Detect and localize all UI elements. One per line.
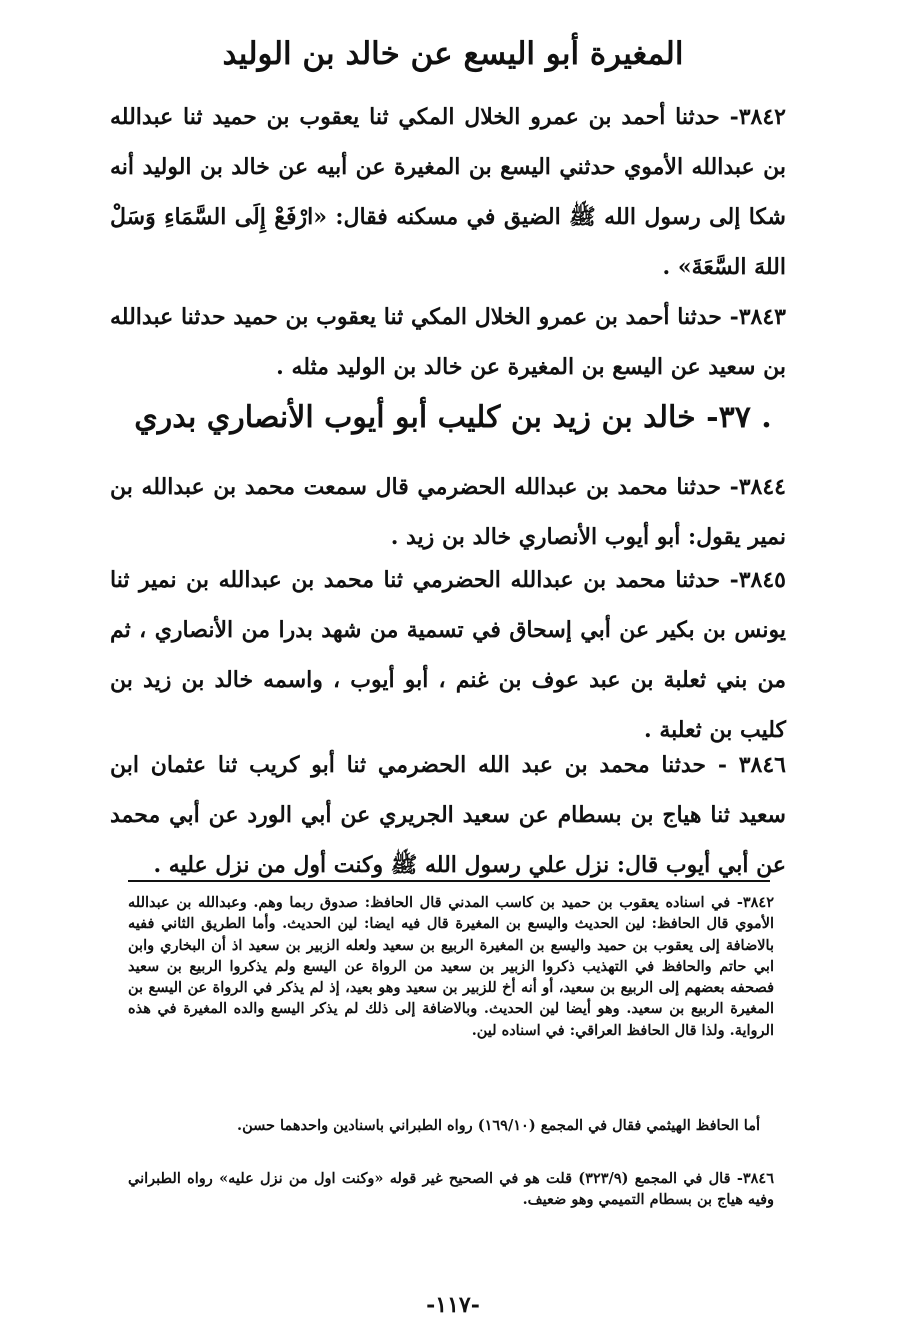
page-number: -١١٧- xyxy=(426,1292,480,1318)
hadith-3845: ٣٨٤٥- حدثنا محمد بن عبدالله الحضرمي ثنا محمد بن عبدالله بن نمير ثنا يونس بن بكير عن أبي إسحاق في تسمية من شهد بدرا من الأنصاري ، ثم من بني ثعلبة بن عبد عوف بن غنم ، أبو أيوب ، واسمه خالد بن زيد بن كليب بن ثعلبة . xyxy=(110,567,786,743)
footnote-3842: ٣٨٤٢- في اسناده يعقوب بن حميد بن كاسب المدني قال الحافظ: صدوق ربما وهم. وعبدالله بن عبدالله الأموي قال الحافظ: لين الحديث واليسع بن المغيرة قال فيه ايضا: لين الحديث. وأما الطريق الثاني ففيه بالاضافة إلى يعقوب بن حميد واليسع بن المغيرة الربيع بن سعيد ولعله الزبير بن سعيد اذ أن البخاري وابن ابي حاتم والحافظ في التهذيب ذكروا الزبير بن سعيد من الرواة عن اليسع ولم يذكروا الربيع بن سعيد فصحفه بعضهم إلى الربيع بن سعيد، أو أنه أخ للزبير بن سعيد وهو بعيد، إذ لم يذكر في الرواة عن اليسع بن المغيرة الربيع بن سعيد. وهو أيضا لين الحديث. وبالاضافة إلى ذلك لم يذكر اليسع والده المغيرة في هذه الرواية. ولذا قال الحافظ العراقي: في اسناده لين. xyxy=(128,894,774,1039)
hadith-3842: ٣٨٤٢- حدثنا أحمد بن عمرو الخلال المكي ثنا يعقوب بن حميد ثنا عبدالله بن عبدالله الأموي حدثني اليسع بن المغيرة عن أبيه عن خالد بن الوليد أنه شكا إلى رسول الله ﷺ الضيق في مسكنه فقال: «ارْفَعْ إِلَى السَّمَاءِ وَسَلْ اللهَ السَّعَةَ» . xyxy=(110,104,786,280)
section-heading: . ٣٧- خالد بن زيد بن كليب أبو أيوب الأنصاري بدري xyxy=(134,400,772,435)
hadith-3844: ٣٨٤٤- حدثنا محمد بن عبدالله الحضرمي قال سمعت محمد بن عبدالله بن نمير يقول: أبو أيوب الأنصاري خالد بن زيد . xyxy=(110,474,786,550)
footnote-3846: ٣٨٤٦- قال في المجمع (٣٢٣/٩) قلت هو في الصحيح غير قوله «وكنت اول من نزل عليه» رواه الطبراني وفيه هياج بن بسطام التميمي وهو ضعيف. xyxy=(128,1170,775,1209)
footnote-divider xyxy=(128,880,770,882)
hadith-3846: ٣٨٤٦ - حدثنا محمد بن عبد الله الحضرمي ثنا أبو كريب ثنا عثمان ابن سعيد ثنا هياج بن بسطام عن سعيد الجريري عن أبي الورد عن أبي محمد عن أبي أيوب قال: نزل علي رسول الله ﷺ وكنت أول من نزل عليه . xyxy=(110,752,786,878)
hadith-3843: ٣٨٤٣- حدثنا أحمد بن عمرو الخلال المكي ثنا يعقوب بن حميد حدثنا عبدالله بن سعيد عن اليسع بن المغيرة عن خالد بن الوليد مثله . xyxy=(110,304,786,380)
footnote-haythami: أما الحافظ الهيثمي فقال في المجمع (١٦٩/١٠) رواه الطبراني باسنادين واحدهما حسن. xyxy=(237,1117,760,1134)
page-heading: المغيرة أبو اليسع عن خالد بن الوليد xyxy=(222,36,684,72)
